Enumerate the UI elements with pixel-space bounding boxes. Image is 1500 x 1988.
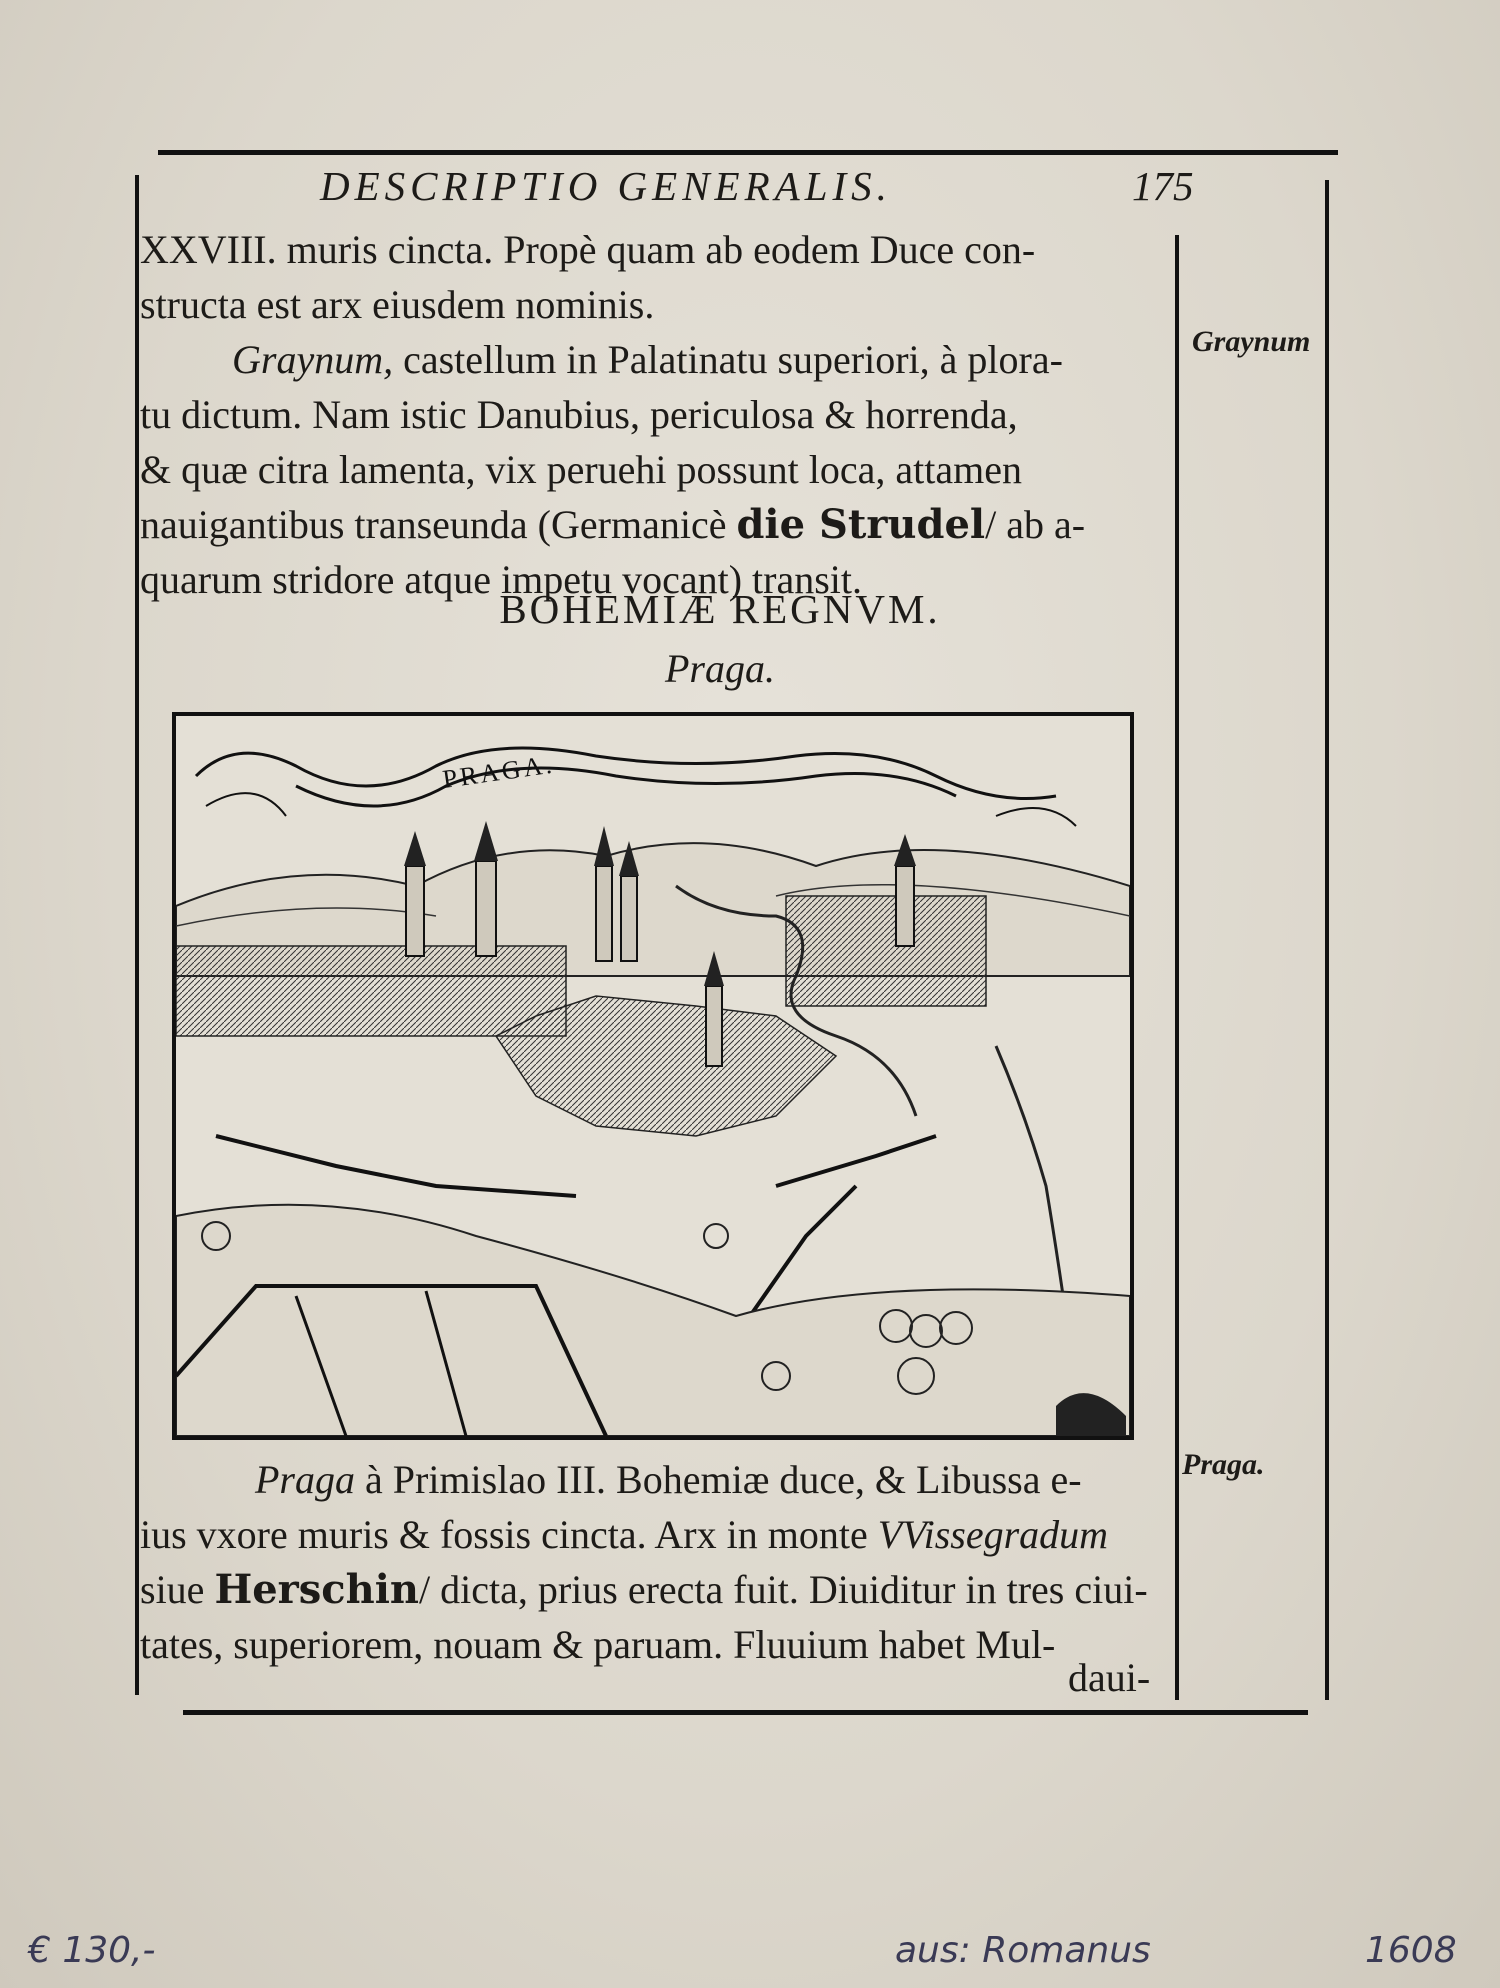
text-right-rule [1175,235,1179,1700]
bottom-rule [183,1710,1308,1715]
text-segment: siue [140,1567,215,1612]
woodcut-illustration-prague [172,712,1134,1440]
name-wissegradum: VVissegradum [877,1512,1109,1557]
handwritten-year: 1608 [1365,1930,1457,1971]
text-line [140,1507,1174,1562]
text-line [255,1452,1175,1507]
blackletter-herschin: Herschin [214,1566,419,1613]
text-line: tates, superiorem, nouam & paruam. Fluuium habet Mul- [140,1622,1056,1667]
text-line: tu dictum. Nam istic Danubius, periculosa & horrenda, [140,392,1018,437]
text-line: & quæ citra lamenta, vix peruehi possunt loca, attamen [140,447,1022,492]
text-segment: ius vxore muris & fossis cincta. Arx in monte [140,1512,878,1557]
margin-right-rule [1325,180,1329,1700]
text-line [232,332,1172,387]
name-praga: Praga [255,1457,355,1502]
text-segment: nauigantibus transeunda (Germanicè [140,502,737,547]
handwritten-price: € 130,- [28,1930,156,1971]
running-title: DESCRIPTIO GENERALIS. [320,163,892,209]
page-number: 175 [1132,163,1194,209]
text-line [140,497,1174,552]
text-line [140,1562,1174,1617]
text-segment: à Primislao III. Bohemiæ duce, & Libussa e- [355,1457,1082,1502]
text-segment: / ab a- [985,502,1086,547]
name-graynum: Graynum, [232,337,394,382]
prague-cityscape-illustration [176,716,1130,1436]
section-subheading: Praga. [665,646,775,691]
handwritten-source: aus: Romanus [895,1930,1151,1971]
text-segment: castellum in Palatinatu superiori, à plora- [393,337,1063,382]
text-line: quarum stridore atque impetu vocant) transit. [140,557,863,602]
text-line: structa est arx eiusdem nominis. [140,282,655,327]
left-rule [135,175,139,1695]
top-rule [158,150,1338,155]
text-line: XXVIII. muris cincta. Propè quam ab eodem Duce con- [140,227,1036,272]
section-heading: BOHEMIÆ REGNVM. [499,586,941,632]
margin-note-praga: Praga. [1182,1448,1265,1481]
blackletter-die-strudel: die Strudel [736,501,986,548]
margin-note-graynum: Graynum [1192,325,1311,358]
banner-label-praga: PRAGA. [440,749,557,794]
catchword: daui- [1068,1655,1151,1700]
text-segment: / dicta, prius erecta fuit. Diuiditur in tres ciui- [419,1567,1148,1612]
